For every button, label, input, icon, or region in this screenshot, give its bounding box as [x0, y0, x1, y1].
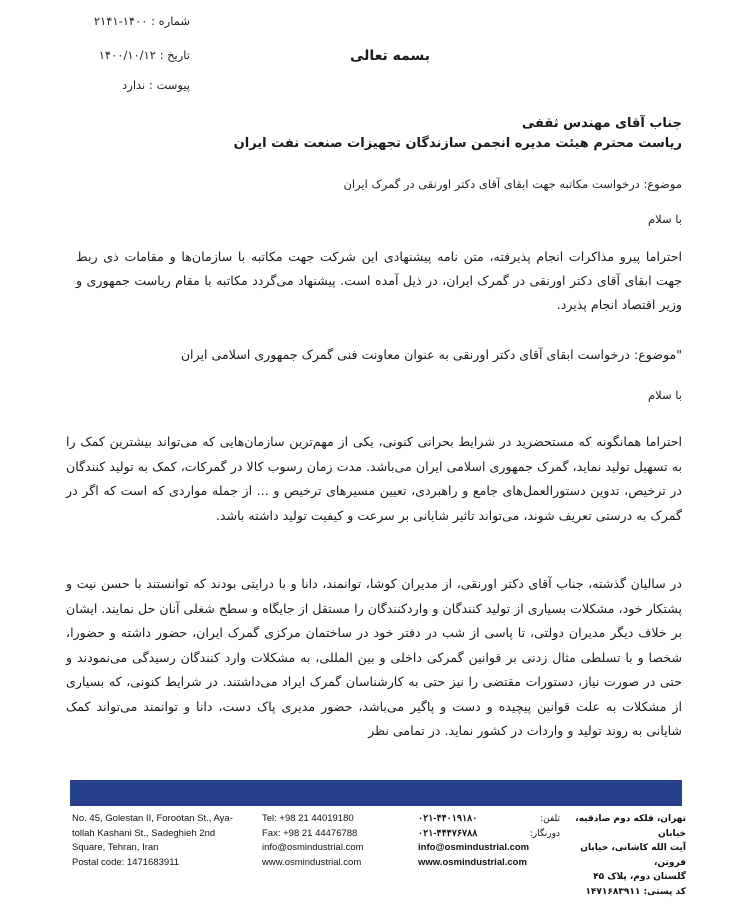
letter-date: تاریخ : ۱۴۰۰/۱۰/۱۲	[98, 48, 190, 62]
footer-address-fa	[560, 812, 686, 899]
footer-contact-fa-labels	[510, 812, 560, 841]
footer-fax-fa: ۰۲۱-۴۴۴۷۶۷۸۸	[418, 827, 478, 839]
letter-number: شماره : ۱۴۰۰-۲۱۴۱	[93, 14, 190, 28]
footer-phone-label-fa: تلفن:	[540, 814, 560, 824]
bismillah-heading: بسمه تعالی	[349, 48, 431, 64]
quoted-subject: "موضوع: درخواست ابقای آقای دکتر اورنقی به عنوان معاونت فنی گمرک جمهوری اسلامی ایران	[180, 347, 682, 362]
intro-paragraph: احتراما پیرو مذاکرات انجام پذیرفته، متن نامه پیشنهادی این شرکت جهت مکاتبه با سازمان‌ها و مقامات ذی ربط جهت ابقای آقای دکتر اورنقی در گمرک ایران، در ذیل آمده است. پیشنهاد می‌گردد مکاتبه با مقام ریاست جمهوری و وزیر اقتصاد انجام پذیرد.	[76, 249, 682, 312]
footer-address-en	[72, 812, 262, 870]
letter-subject: موضوع: درخواست مکاتبه جهت ابقای آقای دکتر اورنقی در گمرک ایران	[343, 177, 682, 191]
footer-bar	[70, 780, 682, 806]
footer-postal-code-en: Postal code: 1471683911	[72, 856, 180, 868]
footer-address-fa-line: آیت الله کاشانی، خیابان فروتن،	[580, 843, 686, 868]
footer-address-en-line: No. 45, Golestan II, Forootan St., Aya-	[72, 813, 233, 824]
footer-postal-code-fa: کد پستی: ۱۴۷۱۶۸۳۹۱۱	[585, 886, 686, 897]
footer-phone-en: Tel: +98 21 44019180	[262, 813, 354, 824]
footer-website-link[interactable]: www.osmindustrial.com	[262, 856, 362, 868]
footer-address-en-line: Square, Tehran, Iran	[72, 842, 159, 853]
footer-fax-label-fa: دورنگار:	[529, 828, 560, 839]
footer-fax-en: Fax: +98 21 44476788	[262, 827, 358, 839]
recipient-title: ریاست محترم هیئت مدیره انجمن سازندگان تجهیزات صنعت نفت ایران	[233, 136, 682, 151]
footer-email-link-fa[interactable]: info@osmindustrial.com	[418, 842, 530, 853]
footer-contact-en	[262, 812, 412, 870]
footer-website-link-fa[interactable]: www.osmindustrial.com	[418, 856, 527, 868]
greeting-quoted: با سلام	[648, 388, 682, 402]
greeting: با سلام	[648, 212, 682, 226]
body-paragraph: در سالیان گذشته، جناب آقای دکتر اورنقی، از مدیران کوشا، توانمند، دانا و با درایتی بودند که توانستند با حسن نیت و پشتکار خود، مشکلات بسیاری از تولید کنندگان و واردکنندگان را مستقل از جایگاه و سطح شغلی آنان حل نمایند. ایشان بر خلاف دیگر مدیران دولتی، تا پاسی از شب در دفتر خود در ساختمان مرکزی گمرک ایران، حضور داشته و حضورا، شخصا و با تسلطی مثال زدنی بر قوانین گمرکی داخلی و بین المللی، به مشکلات وارد کنندگان رسیدگی می‌نمودند و حتی در صورت نیاز، دستورات مقتضی را نیز حتی به کارشناسان گمرک ایراد می‌داشتند. در شرایط کنونی، که بسیاری از مشکلات به علت قوانین پیچیده و دست و پاگیر می‌باشد، حضور مدیری پاک دست، دانا و توانمند می‌تواند کمک شایانی به روند تولید و واردات در کشور نماید. در تمامی نظر	[66, 576, 682, 738]
footer-address-fa-line: تهران، فلکه دوم صادقیه، خیابان	[575, 814, 686, 839]
footer-address-fa-line: گلستان دوم، پلاک ۴۵	[593, 872, 686, 882]
footer-email-link[interactable]: info@osmindustrial.com	[262, 842, 364, 853]
letter-attachment: پیوست : ندارد	[122, 78, 190, 92]
recipient-name: جناب آقای مهندس ثقفی	[521, 116, 682, 131]
footer-phone-fa: ۰۲۱-۴۴۰۱۹۱۸۰	[418, 813, 478, 824]
body-paragraph: احتراما همانگونه که مستحضرید در شرایط بحرانی کنونی، یکی از مهم‌ترین سازمان‌هایی که می‌تواند بیشترین کمک را به تسهیل تولید نماید، گمرک جمهوری اسلامی ایران می‌باشد. مدت زمان رسوب کالا در گمرکات، کمک به تولید کنندگان در ترخیص، تدوین دستورالعمل‌های جامع و راهبردی، تعیین مسیرهای ترخیص و ... از جمله مواردی که است که اگر در گمرک به درستی تعریف شوند، می‌تواند تاثیر شایانی بر سرعت و کیفیت تولید داشته باشد.	[66, 434, 682, 523]
footer-address-en-line: tollah Kashani St., Sadeghieh 2nd	[72, 827, 216, 839]
